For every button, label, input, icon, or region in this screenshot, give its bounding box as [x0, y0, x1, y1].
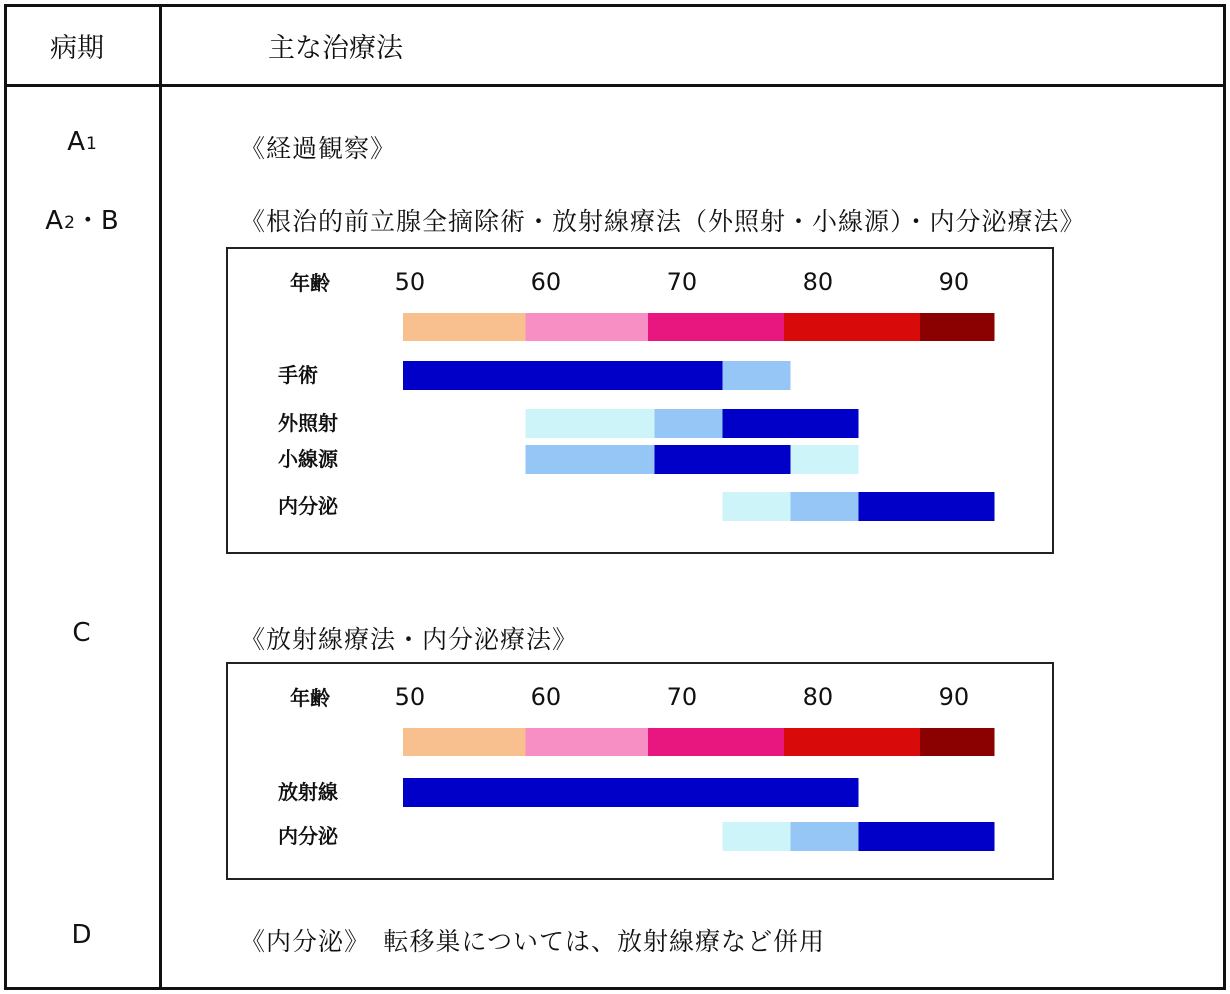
stage-column-header: 病期 — [50, 33, 104, 64]
age-tick-70: 70 — [666, 268, 698, 296]
treatment-title-a1: 《経過観察》 — [240, 134, 397, 163]
age-tick-60: 60 — [530, 683, 562, 711]
series-label: 内分泌 — [278, 494, 338, 518]
treatment-bar-segment — [655, 445, 791, 474]
age-band-segment — [648, 313, 784, 341]
age-band-segment — [403, 313, 525, 341]
series-label: 小線源 — [278, 447, 338, 471]
age-tick-90: 90 — [938, 683, 970, 711]
stage-label-d: D — [71, 920, 92, 950]
treatment-bar-segment — [403, 778, 859, 807]
treatment-bar-segment — [859, 822, 995, 851]
age-band-segment — [920, 728, 995, 756]
age-band-segment — [784, 313, 920, 341]
age-tick-80: 80 — [802, 268, 834, 296]
treatment-title-c: 《放射線療法・内分泌療法》 — [240, 625, 579, 654]
age-treatment-chart-c — [226, 662, 1054, 880]
stage-label-c: C — [72, 618, 91, 648]
treatment-bar-segment — [859, 492, 995, 521]
stage-label-a2-b: $A_2$・B — [45, 206, 119, 236]
series-label: 外照射 — [278, 411, 338, 435]
treatment-bar-segment — [791, 822, 859, 851]
treatment-bar-segment — [525, 445, 654, 474]
treatment-bar-segment — [525, 409, 654, 438]
age-band-segment — [525, 728, 647, 756]
series-label: 内分泌 — [278, 824, 338, 848]
series-label: 手術 — [278, 363, 318, 387]
treatment-bar-segment — [791, 445, 859, 474]
age-band-segment — [648, 728, 784, 756]
age-band-segment — [403, 728, 525, 756]
treatment-bar-segment — [403, 361, 723, 390]
series-label: 放射線 — [278, 780, 338, 804]
stage-label-a1: $A_1$ — [67, 127, 97, 157]
treatment-bar-segment — [723, 361, 791, 390]
treatment-bar-segment — [791, 492, 859, 521]
age-band-segment — [525, 313, 647, 341]
age-tick-80: 80 — [802, 683, 834, 711]
age-tick-60: 60 — [530, 268, 562, 296]
treatment-column-header: 主な治療法 — [268, 33, 403, 64]
age-tick-70: 70 — [666, 683, 698, 711]
chart-svg-a2-b — [228, 249, 1056, 556]
age-band-segment — [784, 728, 920, 756]
age-axis-label: 年齢 — [290, 686, 330, 710]
treatment-title-d: 《内分泌》 転移巣については、放射線療など併用 — [240, 927, 826, 956]
treatment-bar-segment — [655, 409, 723, 438]
treatment-bar-segment — [723, 409, 859, 438]
treatment-bar-segment — [723, 492, 791, 521]
treatment-bar-segment — [723, 822, 791, 851]
age-axis-label: 年齢 — [290, 271, 330, 295]
age-tick-50: 50 — [394, 683, 426, 711]
age-tick-50: 50 — [394, 268, 426, 296]
age-treatment-chart-a2-b — [226, 247, 1054, 554]
age-band-segment — [920, 313, 995, 341]
chart-svg-c — [228, 664, 1056, 882]
treatment-title-a2-b: 《根治的前立腺全摘除術・放射線療法（外照射・小線源）・内分泌療法》 — [240, 207, 1086, 236]
age-tick-90: 90 — [938, 268, 970, 296]
header-divider — [4, 84, 1226, 87]
